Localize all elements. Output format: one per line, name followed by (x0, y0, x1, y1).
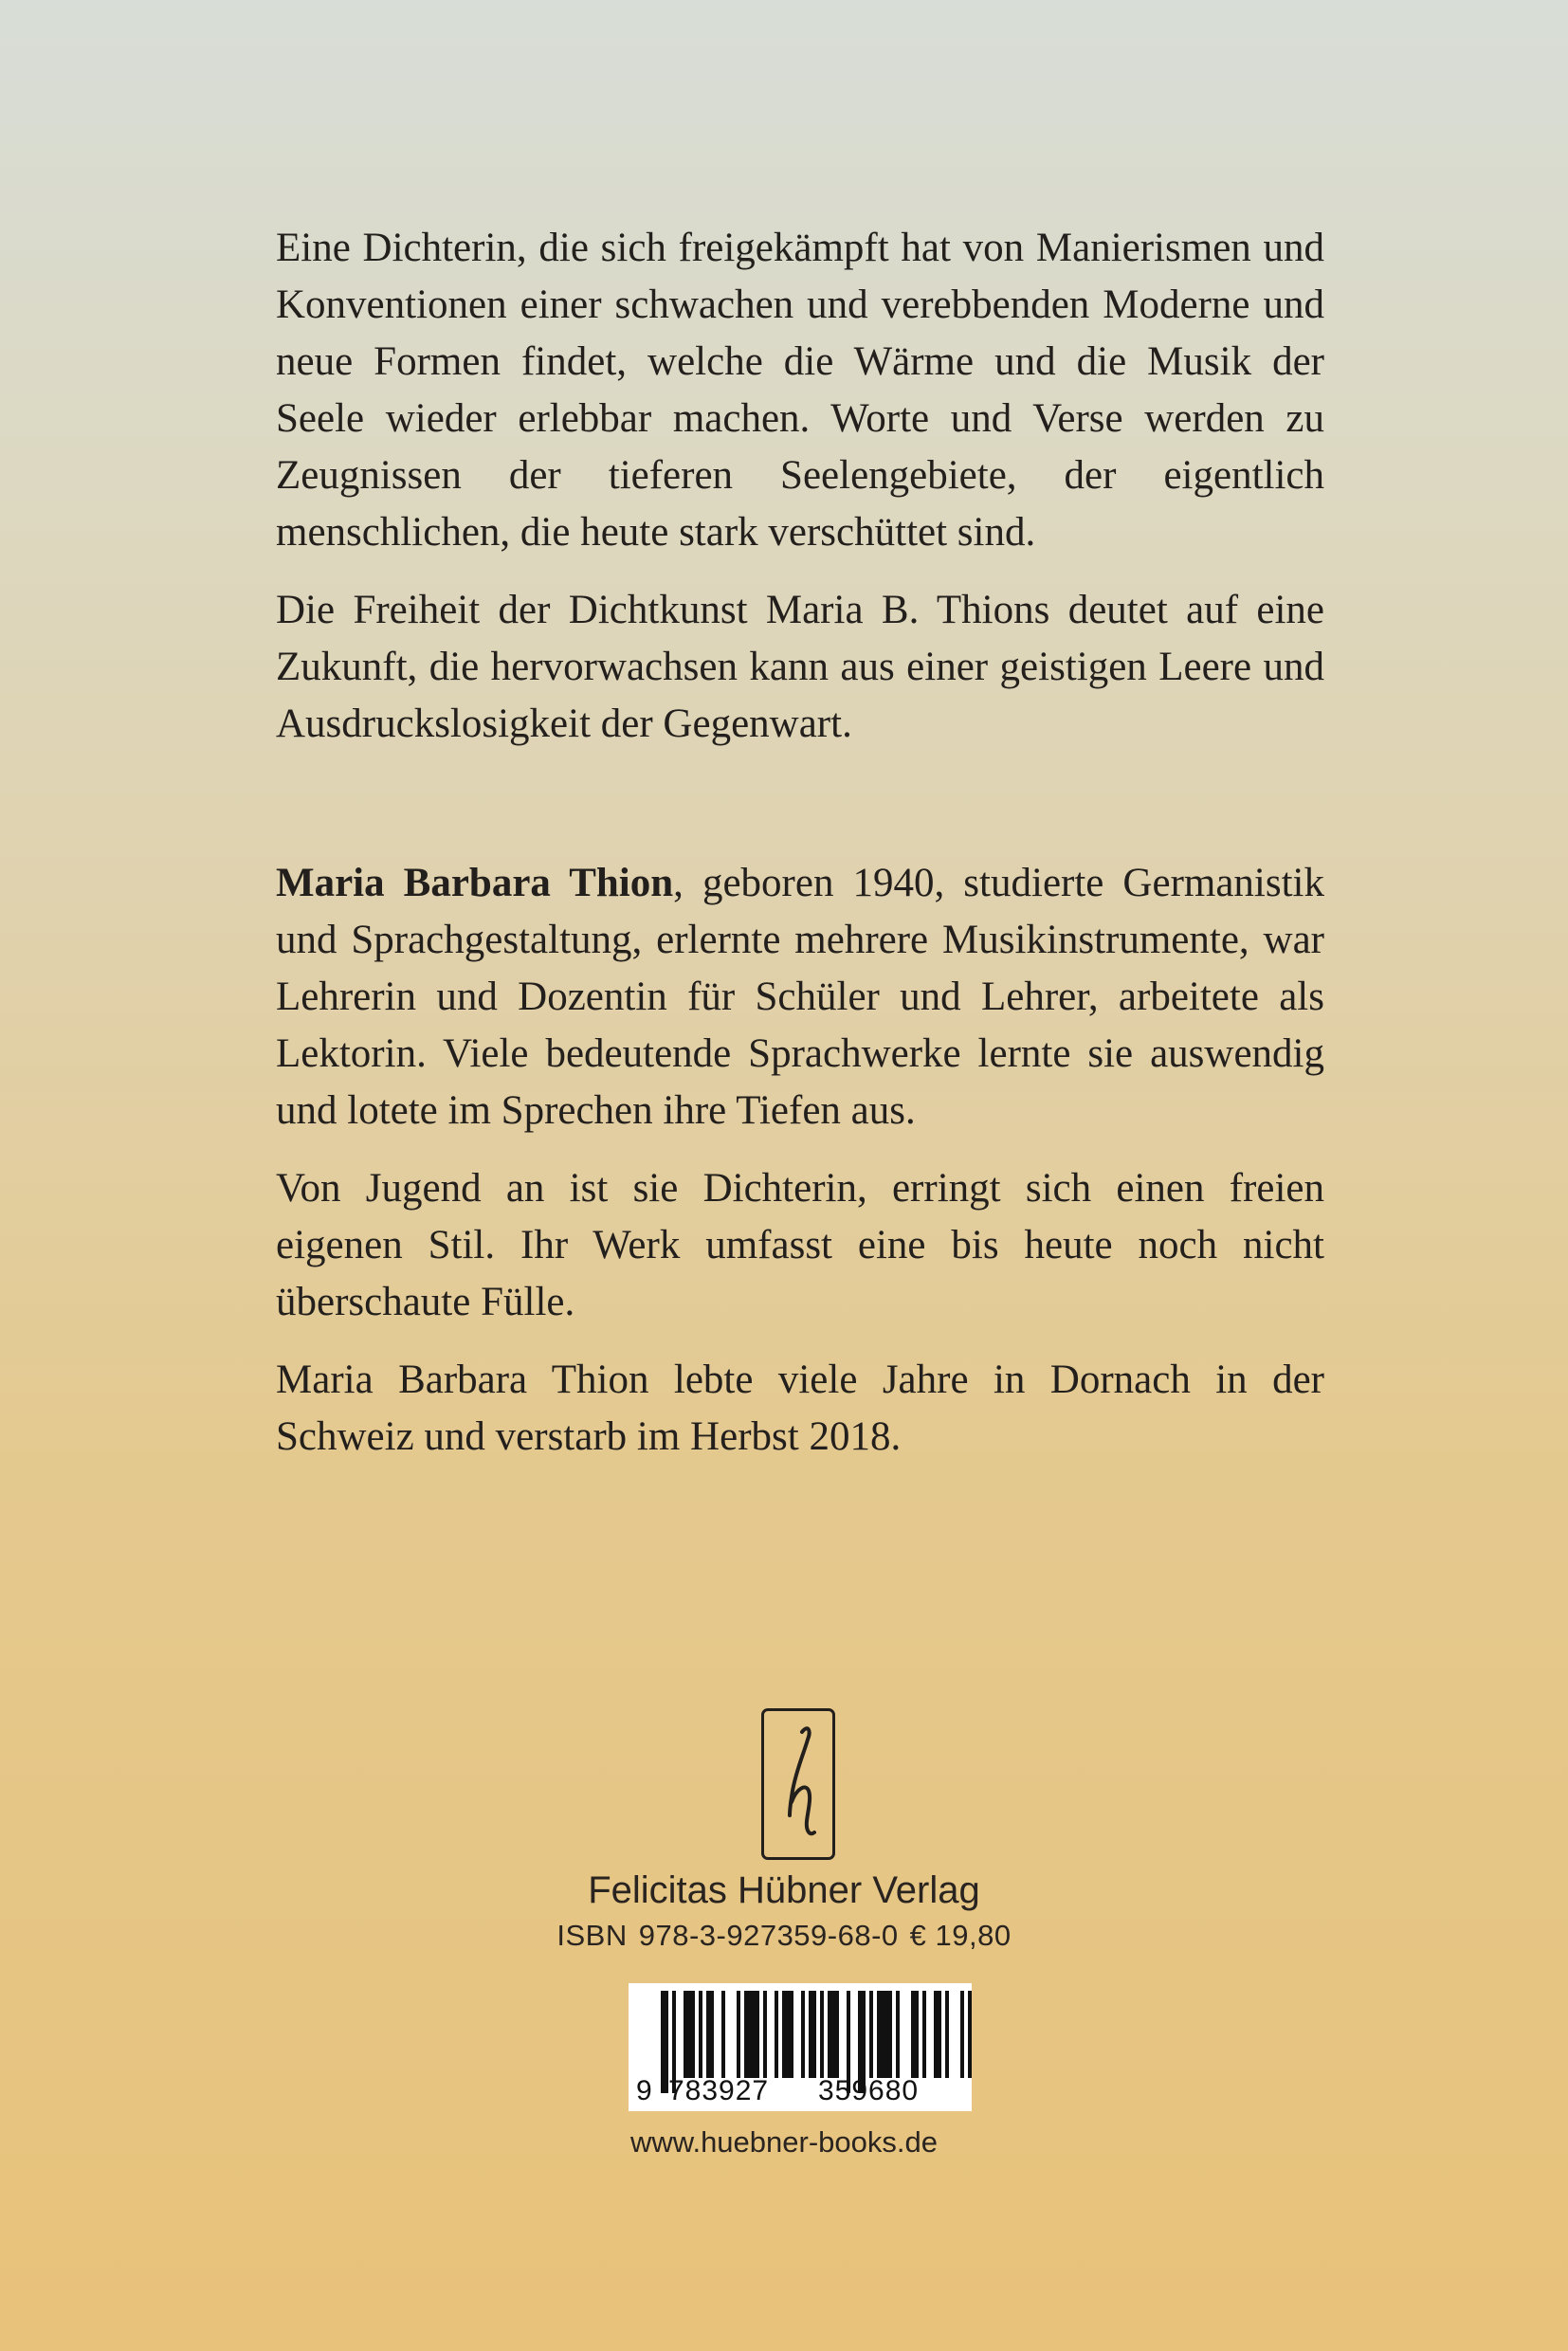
blurb-paragraph-2: Die Freiheit der Dichtkunst Maria B. Thions deutet auf eine Zukunft, die hervorwachsen kann aus einer geistigen Leere und Ausdruckslosigkeit der Gegenwart. (276, 588, 1324, 746)
barcode-bar (911, 1991, 919, 2078)
barcode-right-group: 359680 (818, 2075, 920, 2106)
barcode-bar (661, 1991, 668, 2093)
isbn-number: 978-3-927359-68-0 (638, 1919, 899, 1952)
isbn-price-line (0, 1919, 1568, 1953)
author-bio-section (276, 855, 1324, 1486)
barcode-bar (809, 1991, 816, 2078)
publisher-name: Felicitas Hübner Verlag (588, 1869, 980, 1911)
barcode-left-group: 783927 (668, 2075, 770, 2106)
author-name: Maria Barbara Thion (276, 861, 674, 905)
bio-paragraph-1 (276, 855, 1324, 1139)
barcode-bar (721, 1991, 725, 2078)
barcode-bar (828, 1991, 839, 2078)
blurb-section (276, 220, 1324, 774)
price: € 19,80 (909, 1919, 1012, 1952)
barcode-bar (877, 1991, 892, 2078)
barcode-bar (801, 1991, 805, 2078)
bio-paragraph-1-text: , geboren 1940, studierte Germanistik und Sprachgestaltung, erlernte mehrere Musikinstrumente, war Lehrerin und Dozentin für Schüler und Lehrer, arbeitete als Lektorin. Viele bedeutende Sprachwerke lernte sie auswendig und lotete im Sprechen ihre Tiefen aus. (276, 861, 1324, 1133)
barcode-bar (945, 1991, 949, 2078)
barcode-bar (699, 1991, 702, 2078)
barcode-bar (744, 1991, 759, 2078)
barcode-bar (968, 1991, 972, 2078)
barcode-bar (934, 1991, 941, 2078)
barcode-bar (869, 1991, 873, 2078)
barcode-bar (737, 1991, 740, 2078)
barcode-bar (896, 1991, 900, 2078)
bio-paragraph-3: Maria Barbara Thion lebte viele Jahre in Dornach in der Schweiz und verstarb im Herbst 2018. (276, 1358, 1324, 1459)
publisher-website: www.huebner-books.de (630, 2125, 938, 2159)
blurb-paragraph-1: Eine Dichterin, die sich freigekämpft hat von Manierismen und Konventionen einer schwachen und verebbenden Moderne und neue Formen findet, welche die Wärme und die Musik der Seele wieder erlebbar machen. Worte und Verse werden zu Zeugnissen der tieferen Seelengebiete, der eigentlich menschlichen, die heute stark verschüttet sind. (276, 226, 1324, 555)
barcode-bar (775, 1991, 778, 2078)
barcode-bar (922, 1991, 926, 2078)
publisher-h-logo-icon (761, 1708, 835, 1860)
barcode-bar (684, 1991, 695, 2078)
bio-paragraph-2: Von Jugend an ist sie Dichterin, erringt sich einen freien eigenen Stil. Ihr Werk umfasst eine bis heute noch nicht überschaute Fülle. (276, 1166, 1324, 1324)
barcode-bar (782, 1991, 793, 2078)
barcode-bar (820, 1991, 824, 2078)
isbn-label: ISBN (556, 1919, 628, 1952)
barcode-first-digit: 9 (636, 2075, 652, 2106)
barcode-bar (763, 1991, 767, 2078)
barcode-bar (960, 1991, 964, 2078)
barcode-bar (706, 1991, 714, 2078)
isbn-barcode (629, 1983, 972, 2111)
